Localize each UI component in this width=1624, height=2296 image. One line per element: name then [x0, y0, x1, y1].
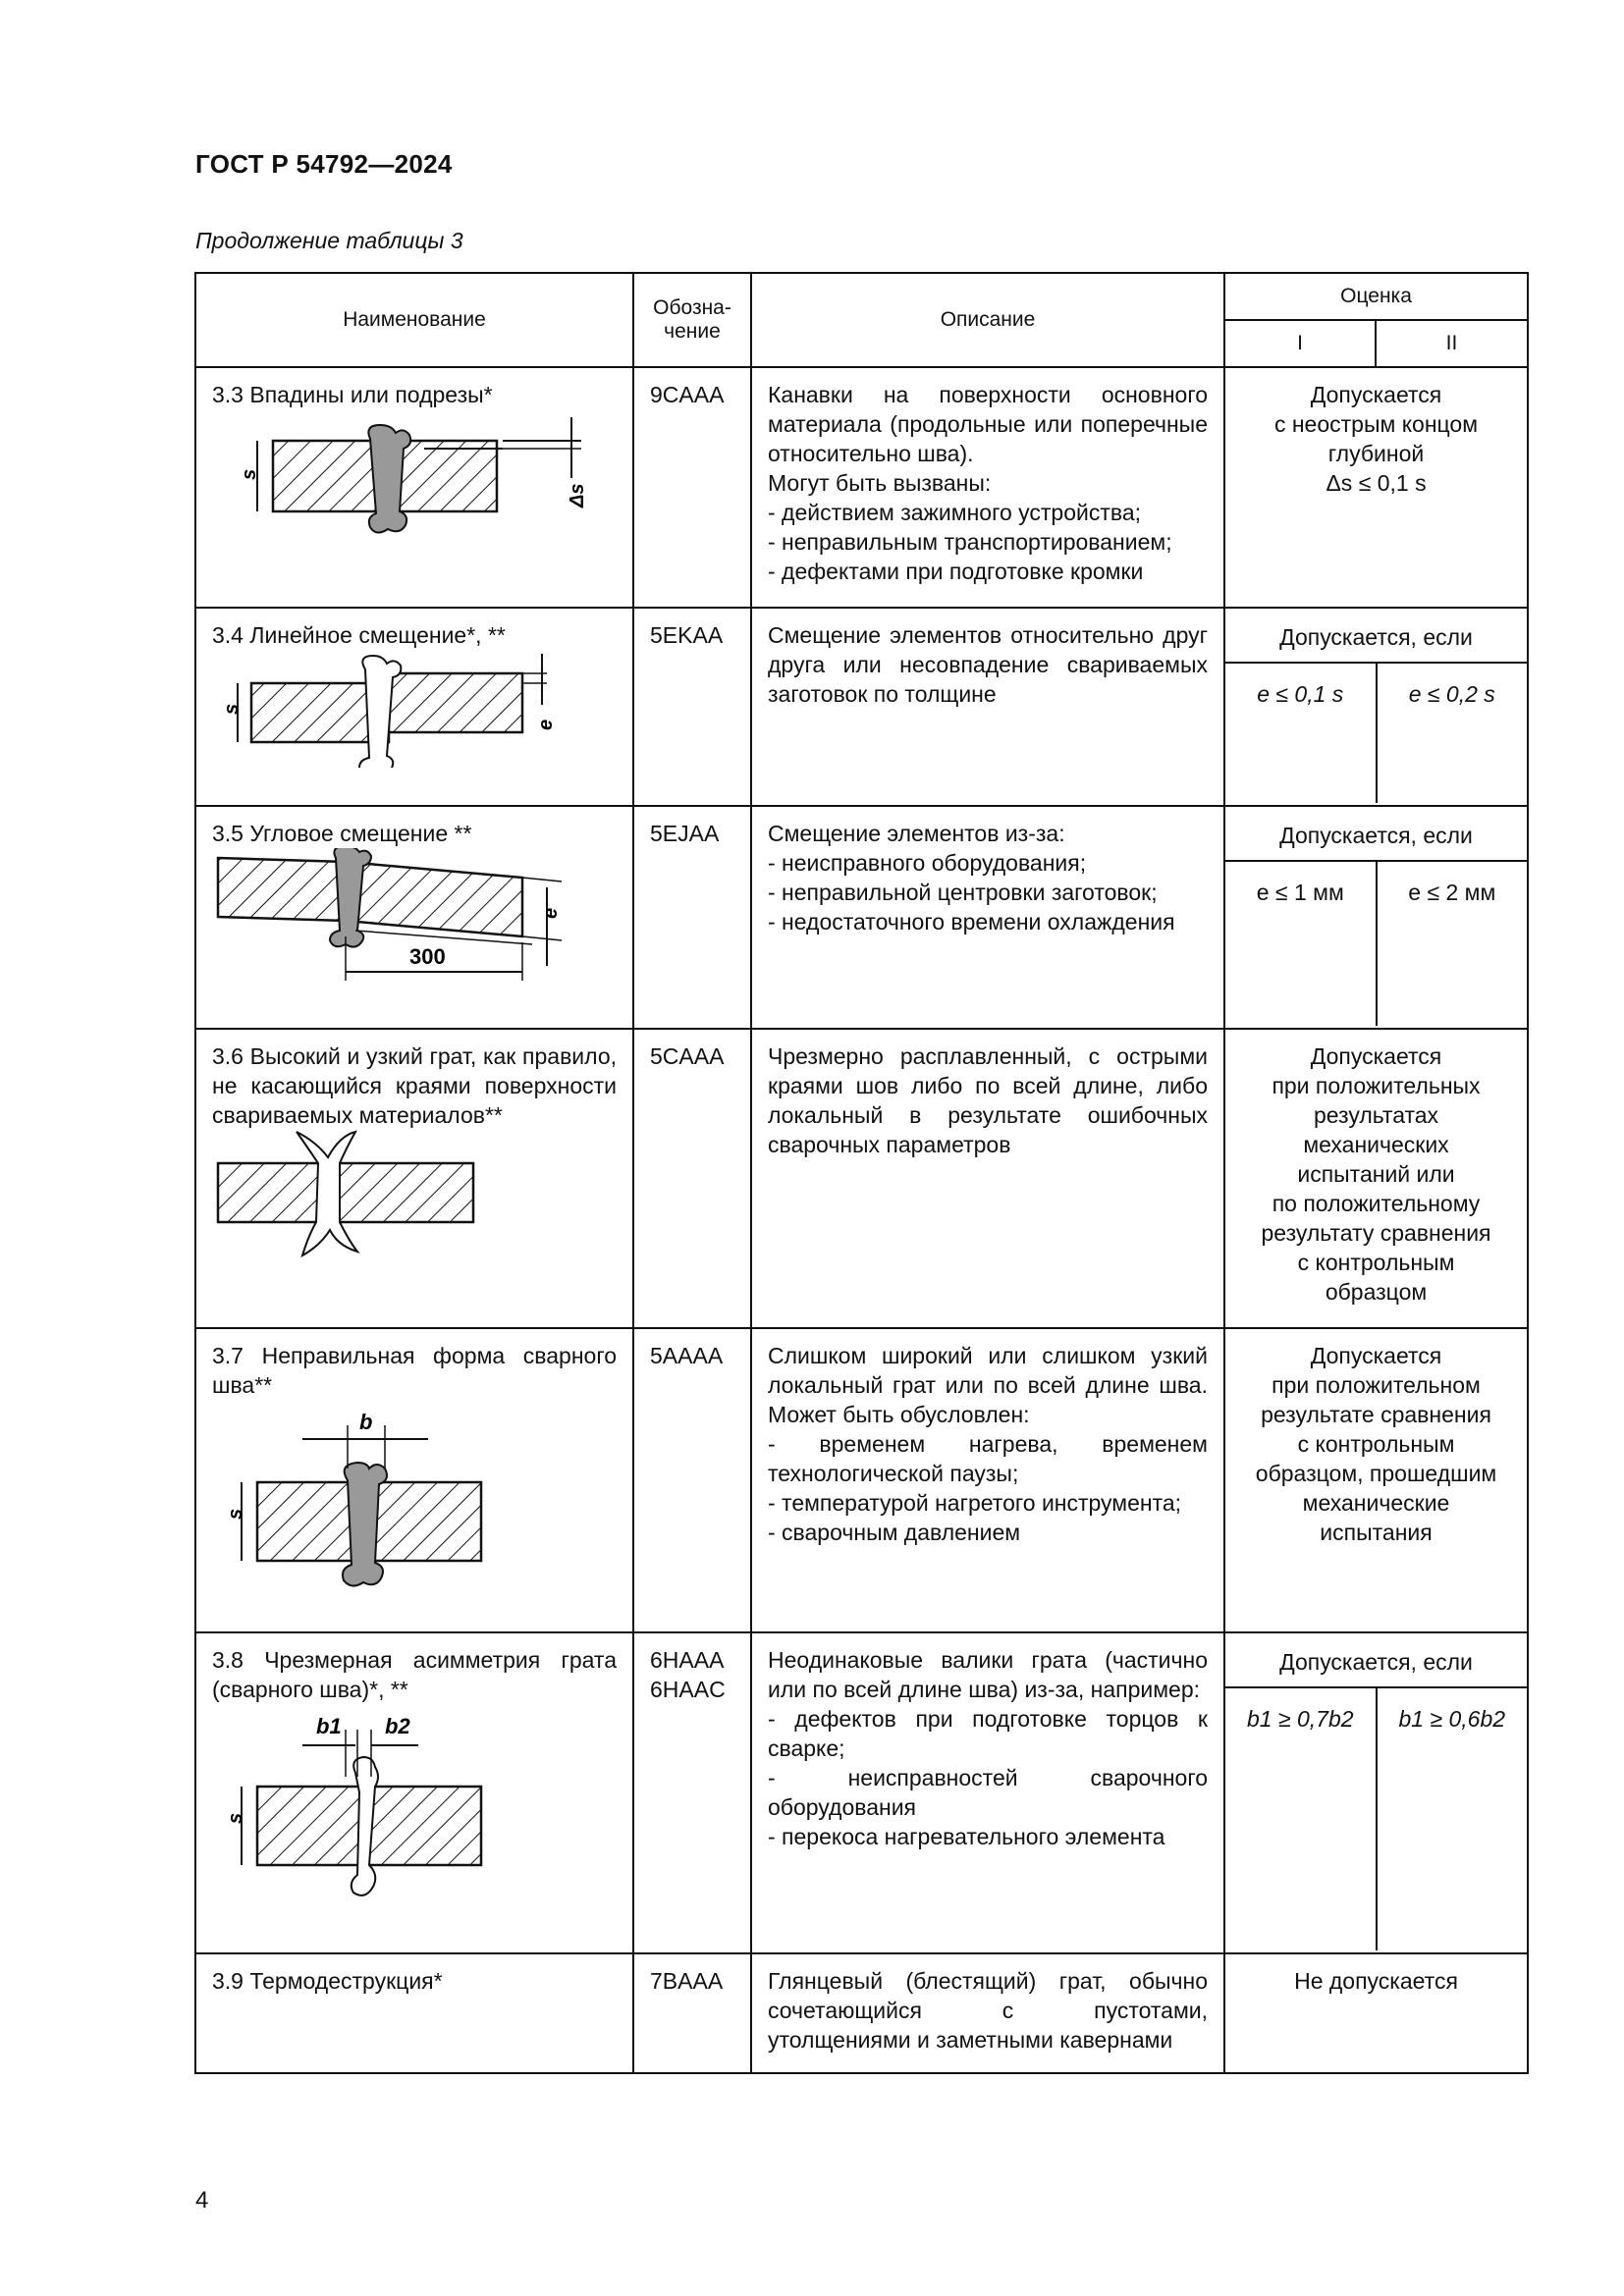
defect-name: 3.6 Высокий и узкий грат, как правило, не касающийся краями поверхности свариваемых материалов** — [212, 1043, 617, 1128]
fig-label-delta-s: Δs — [567, 483, 588, 507]
defect-name: 3.8 Чрезмерная асимметрия грата (сварного шва)*, ** — [212, 1647, 617, 1702]
high-narrow-flash-figure — [208, 1130, 601, 1257]
fig-label-300: 300 — [409, 944, 446, 969]
defect-code: 5EKAA — [650, 622, 724, 648]
document-header: ГОСТ Р 54792—2024 — [195, 149, 453, 179]
defect-description: Неодинаковые валики грата (частично или по всей длине шва) из-за, например: - дефектов при подготовке торцов к сварке; - неисправностей сварочного оборудования - перекоса нагревательного элемента — [768, 1647, 1208, 1849]
defect-description: Чрезмерно расплавленный, с острыми краями шов либо по всей длине, либо локальный в результате ошибочных сварочных параметров — [768, 1043, 1208, 1157]
fig-label-b2: b2 — [385, 1714, 410, 1738]
defect-evaluation: Допускается с неострым концом глубиной Δs ≤ 0,1 s — [1273, 382, 1479, 496]
fig-label-b: b — [359, 1410, 373, 1434]
defects-table — [194, 272, 1529, 2074]
defect-code: 5EJAA — [650, 821, 720, 846]
eval-ii-value: e ≤ 2 мм — [1408, 880, 1496, 905]
header-code: Обозна- чение — [633, 273, 751, 367]
header-eval-ii: II — [1376, 320, 1528, 367]
eval-ii-value: b1 ≥ 0,6b2 — [1398, 1706, 1506, 1732]
table-row — [195, 1953, 1528, 2073]
defect-name: 3.4 Линейное смещение*, ** — [212, 622, 506, 648]
defect-description: Слишком широкий или слишком узкий локальный грат или по всей длине шва. Может быть обусловлен: - временем нагрева, временем технологической паузы; - температурой нагретого инструмента; - сварочным давлением — [768, 1343, 1208, 1545]
header-name: Наименование — [195, 273, 633, 367]
fig-label-e: e — [540, 907, 562, 919]
table-row — [195, 608, 1528, 806]
defect-evaluation: Допускается при положительном результате сравнения с контрольным образцом, прошедшим механические испытания — [1255, 1343, 1497, 1545]
fig-label-s: s — [239, 468, 260, 480]
table-row — [195, 367, 1528, 608]
defect-evaluation: Допускается при положительных результатах механических испытаний или по положительному результату сравнения с контрольным образцом — [1261, 1043, 1491, 1305]
defect-description: Канавки на поверхности основного материала (продольные или поперечные относительно шва). Могут быть вызваны: - действием зажимного устройства; - неправильным транспортированием; - дефектами при подготовке кромки — [768, 382, 1208, 584]
undercut-figure — [208, 409, 601, 547]
table-row — [195, 1029, 1528, 1328]
fig-label-e: e — [535, 719, 557, 730]
header-evaluation: Оценка — [1224, 273, 1528, 320]
header-description: Описание — [751, 273, 1224, 367]
defect-description: Смещение элементов из-за: - неисправного оборудования; - неправильной центровки заготовок; - недостаточного времени охлаждения — [768, 821, 1175, 934]
cell-name — [195, 367, 633, 608]
eval-ii-value: e ≤ 0,2 s — [1408, 681, 1495, 707]
defect-evaluation: Не допускается — [1294, 1968, 1458, 1994]
defect-code: 5AAAA — [650, 1343, 724, 1368]
fig-label-s: s — [225, 1508, 246, 1520]
defect-code: 9CAAA — [650, 382, 725, 407]
header-eval-i: I — [1224, 320, 1376, 367]
eval-i-value: e ≤ 0,1 s — [1225, 664, 1378, 803]
defect-name: 3.5 Угловое смещение ** — [212, 821, 472, 846]
angular-offset-figure — [208, 848, 601, 986]
defect-evaluation-head: Допускается, если — [1225, 1633, 1527, 1688]
defect-description: Глянцевый (блестящий) грат, обычно сочетающийся с пустотами, утолщениями и заметными кавернами — [768, 1968, 1208, 2053]
page-number: 4 — [195, 2187, 209, 2214]
defect-name: 3.7 Неправильная форма сварного шва** — [212, 1343, 617, 1398]
flash-asymmetry-figure — [208, 1704, 601, 1910]
eval-i-value: b1 ≥ 0,7b2 — [1225, 1688, 1378, 1950]
defect-evaluation-head: Допускается, если — [1225, 807, 1527, 862]
defect-evaluation-head: Допускается, если — [1225, 609, 1527, 664]
table-row — [195, 806, 1528, 1029]
eval-i-value: e ≤ 1 мм — [1225, 862, 1378, 1026]
defect-description: Смещение элементов относительно друг друга или несовпадение свариваемых заготовок по толщине — [768, 622, 1208, 707]
defect-name: 3.9 Термодеструкция* — [212, 1968, 443, 1994]
fig-label-s: s — [225, 1812, 246, 1824]
table-caption: Продолжение таблицы 3 — [195, 228, 463, 253]
linear-offset-figure — [208, 650, 601, 768]
fig-label-s: s — [221, 703, 243, 715]
defect-code: 5CAAA — [650, 1043, 725, 1069]
defect-code: 6HAAA 6HAAC — [650, 1647, 726, 1702]
table-row — [195, 1632, 1528, 1953]
irregular-weld-figure — [208, 1400, 601, 1596]
defect-name: 3.3 Впадины или подрезы* — [212, 382, 493, 407]
fig-label-b1: b1 — [316, 1714, 342, 1738]
defect-code: 7BAAA — [650, 1968, 724, 1994]
table-row — [195, 1328, 1528, 1632]
